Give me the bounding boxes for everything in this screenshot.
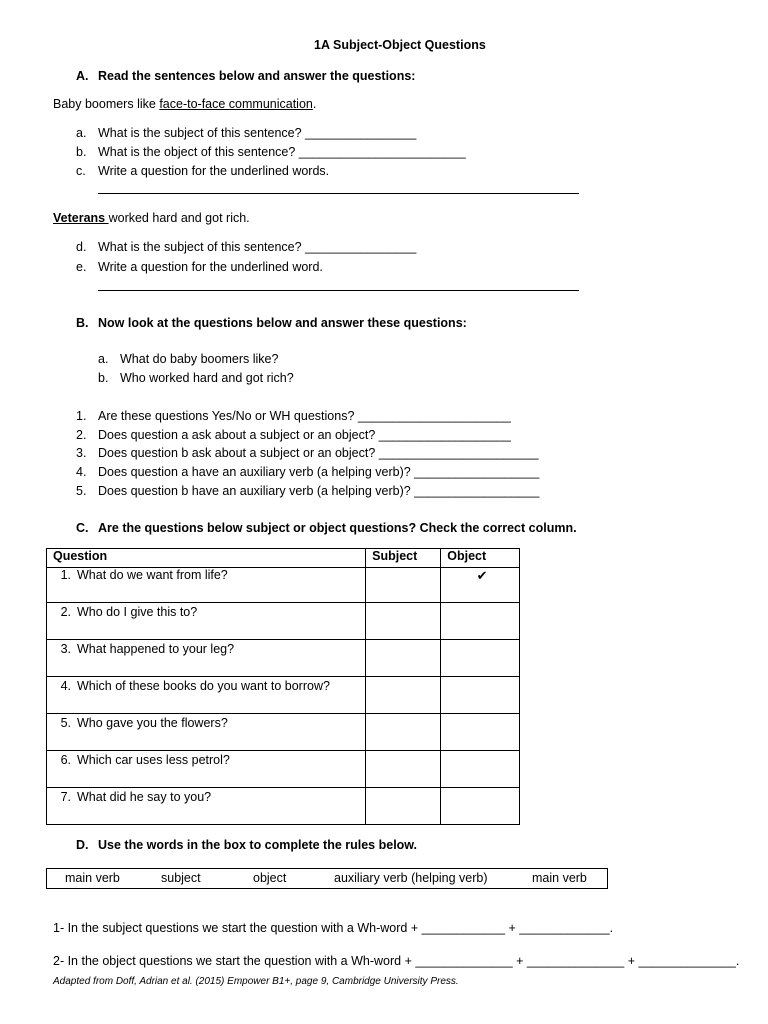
sentence-2-rest: worked hard and got rich. bbox=[108, 211, 250, 225]
list-item-c1 bbox=[76, 164, 329, 178]
row-number: 3. bbox=[60, 642, 71, 656]
list-item-a1 bbox=[76, 126, 416, 140]
sentence-1-prefix: Baby boomers like bbox=[53, 97, 160, 111]
word-box-item: main verb bbox=[65, 871, 120, 885]
row-number: 2. bbox=[60, 605, 71, 619]
list-item-number: 1. bbox=[76, 409, 87, 423]
rule-2: 2- In the object questions we start the question with a Wh-word + ______________ + ______________ + ______________. bbox=[53, 954, 740, 968]
subject-cell[interactable] bbox=[366, 751, 441, 788]
row-number: 1. bbox=[60, 568, 71, 582]
object-cell[interactable] bbox=[441, 751, 520, 788]
section-b-heading-text: Now look at the questions below and answer these questions: bbox=[98, 316, 467, 330]
footer-citation: Adapted from Doff, Adrian et al. (2015) Empower B1+, page 9, Cambridge University Press. bbox=[53, 976, 459, 987]
list-item-letter: a. bbox=[98, 352, 109, 366]
row-question: What did he say to you? bbox=[77, 790, 212, 804]
table-row bbox=[47, 640, 520, 677]
table-row bbox=[47, 751, 520, 788]
sentence-1-suffix: . bbox=[312, 97, 317, 111]
list-item-text: Does question b ask about a subject or an object? _______________________ bbox=[98, 446, 539, 460]
question-cell bbox=[47, 788, 366, 825]
section-a-heading bbox=[76, 69, 415, 83]
numbered-item-2 bbox=[76, 428, 511, 442]
word-box-item: auxiliary verb (helping verb) bbox=[334, 871, 488, 885]
section-d-heading bbox=[76, 838, 417, 852]
question-cell bbox=[47, 640, 366, 677]
list-item-number: 3. bbox=[76, 446, 87, 460]
list-item-letter: b. bbox=[76, 145, 87, 159]
object-cell[interactable] bbox=[441, 640, 520, 677]
list-item-text: What is the subject of this sentence? ________________ bbox=[98, 126, 417, 140]
header-question: Question bbox=[47, 549, 366, 568]
numbered-item-5 bbox=[76, 484, 539, 498]
object-cell[interactable] bbox=[441, 568, 520, 603]
list-item-text: Does question a have an auxiliary verb (a helping verb)? __________________ bbox=[98, 465, 540, 479]
list-item-letter: e. bbox=[76, 260, 87, 274]
object-cell[interactable] bbox=[441, 714, 520, 751]
list-item-text: Write a question for the underlined word. bbox=[98, 260, 323, 274]
list-item-number: 4. bbox=[76, 465, 87, 479]
question-cell bbox=[47, 568, 366, 603]
list-item-letter: d. bbox=[76, 240, 87, 254]
row-question: Who gave you the flowers? bbox=[77, 716, 228, 730]
questions-table bbox=[46, 548, 520, 825]
subject-cell[interactable] bbox=[366, 568, 441, 603]
list-item-text: Who worked hard and got rich? bbox=[120, 371, 294, 385]
section-c-heading-text: Are the questions below subject or object questions? Check the correct column. bbox=[98, 521, 577, 535]
list-item-letter: b. bbox=[98, 371, 109, 385]
section-a-heading-text: Read the sentences below and answer the questions: bbox=[98, 69, 416, 83]
list-item-text: Are these questions Yes/No or WH questions? ______________________ bbox=[98, 409, 511, 423]
section-d-heading-text: Use the words in the box to complete the rules below. bbox=[98, 838, 418, 852]
subject-cell[interactable] bbox=[366, 714, 441, 751]
row-question: Which of these books do you want to borrow? bbox=[77, 679, 330, 693]
table-row bbox=[47, 788, 520, 825]
subject-cell[interactable] bbox=[366, 677, 441, 714]
question-cell bbox=[47, 751, 366, 788]
list-item-e bbox=[76, 260, 323, 274]
question-cell bbox=[47, 714, 366, 751]
list-item-text: Does question b have an auxiliary verb (a helping verb)? __________________ bbox=[98, 484, 540, 498]
rule-1: 1- In the subject questions we start the question with a Wh-word + ____________ + _____________. bbox=[53, 921, 614, 935]
sentence-2 bbox=[53, 211, 250, 225]
checkmark-icon: ✔ bbox=[476, 568, 488, 583]
list-item-text: What do baby boomers like? bbox=[120, 352, 279, 366]
list-item-letter: a. bbox=[76, 126, 87, 140]
numbered-item-3 bbox=[76, 446, 539, 460]
list-item-d bbox=[76, 240, 416, 254]
word-box-item: subject bbox=[161, 871, 201, 885]
sentence-1 bbox=[53, 97, 316, 111]
table-row bbox=[47, 603, 520, 640]
question-cell bbox=[47, 603, 366, 640]
table-header-row bbox=[47, 549, 520, 568]
question-a bbox=[98, 352, 278, 366]
section-a-letter: A. bbox=[76, 69, 89, 83]
header-subject: Subject bbox=[366, 549, 441, 568]
answer-line-c[interactable] bbox=[98, 193, 579, 194]
word-box-item: object bbox=[253, 871, 287, 885]
list-item-text: What is the subject of this sentence? ________________ bbox=[98, 240, 417, 254]
row-number: 4. bbox=[60, 679, 71, 693]
question-b bbox=[98, 371, 294, 385]
list-item-letter: c. bbox=[76, 164, 86, 178]
word-box-item: main verb bbox=[532, 871, 587, 885]
page-title: 1A Subject-Object Questions bbox=[314, 38, 486, 52]
word-box bbox=[46, 868, 608, 889]
row-question: What do we want from life? bbox=[77, 568, 228, 582]
row-question: Who do I give this to? bbox=[77, 605, 198, 619]
subject-cell[interactable] bbox=[366, 788, 441, 825]
section-b-heading bbox=[76, 316, 467, 330]
object-cell[interactable] bbox=[441, 603, 520, 640]
list-item-number: 2. bbox=[76, 428, 87, 442]
numbered-item-1 bbox=[76, 409, 511, 423]
question-cell bbox=[47, 677, 366, 714]
row-number: 5. bbox=[60, 716, 71, 730]
sentence-1-underlined: face-to-face communication bbox=[159, 97, 313, 111]
subject-cell[interactable] bbox=[366, 640, 441, 677]
section-d-letter: D. bbox=[76, 838, 89, 852]
section-b-letter: B. bbox=[76, 316, 89, 330]
sentence-2-underlined: Veterans bbox=[53, 211, 109, 225]
list-item-number: 5. bbox=[76, 484, 87, 498]
header-object: Object bbox=[441, 549, 520, 568]
table-row bbox=[47, 714, 520, 751]
row-question: What happened to your leg? bbox=[77, 642, 235, 656]
table-row bbox=[47, 568, 520, 603]
list-item-text: Does question a ask about a subject or an object? ___________________ bbox=[98, 428, 511, 442]
list-item-text: What is the object of this sentence? ________________________ bbox=[98, 145, 466, 159]
list-item-b1 bbox=[76, 145, 466, 159]
row-question: Which car uses less petrol? bbox=[77, 753, 230, 767]
row-number: 6. bbox=[60, 753, 71, 767]
row-number: 7. bbox=[60, 790, 71, 804]
object-cell[interactable] bbox=[441, 677, 520, 714]
answer-line-e[interactable] bbox=[98, 290, 579, 291]
section-c-heading bbox=[76, 521, 577, 535]
table-row bbox=[47, 677, 520, 714]
numbered-item-4 bbox=[76, 465, 539, 479]
subject-cell[interactable] bbox=[366, 603, 441, 640]
object-cell[interactable] bbox=[441, 788, 520, 825]
list-item-text: Write a question for the underlined words. bbox=[98, 164, 330, 178]
section-c-letter: C. bbox=[76, 521, 89, 535]
